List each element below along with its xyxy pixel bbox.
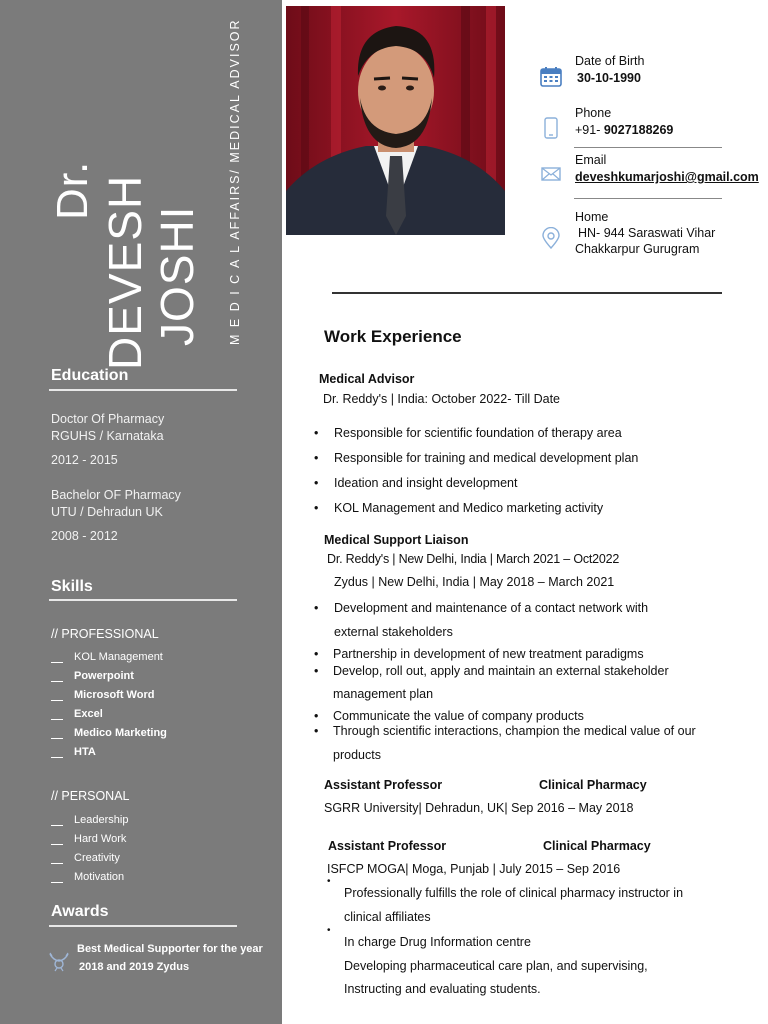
job-company: Dr. Reddy's | New Delhi, India | March 2021 – Oct2022 [327, 552, 620, 566]
job-company: ISFCP MOGA| Moga, Punjab | July 2015 – Sep 2016 [327, 862, 621, 876]
skill-item [51, 739, 167, 758]
professional-skills-label: // PROFESSIONAL [51, 627, 159, 641]
skill-label: Powerpoint [74, 670, 134, 682]
name-block [40, 70, 210, 370]
education-institution: RGUHS / Karnataka [51, 429, 164, 443]
award-line: 2018 and 2019 Zydus [79, 961, 190, 973]
bullet-icon: • [314, 709, 319, 723]
contact-divider [574, 198, 722, 199]
bullet-icon: • [314, 451, 319, 465]
email-link[interactable]: deveshkumarjoshi@gmail.com [575, 170, 759, 184]
skill-label: Leadership [74, 814, 129, 826]
skill-label: Medico Marketing [74, 727, 167, 739]
skill-item [51, 807, 128, 826]
home-label: Home [575, 210, 609, 224]
job-bullet: Develop, roll out, apply and maintain an external stakeholder [333, 664, 669, 678]
skills-divider [49, 599, 237, 601]
bullet-icon: • [327, 876, 331, 887]
awards-heading: Awards [51, 903, 109, 920]
skill-item [51, 701, 167, 720]
education-years: 2008 - 2012 [51, 529, 118, 543]
section-divider [332, 292, 722, 294]
job-bullet: KOL Management and Medico marketing activity [334, 501, 604, 515]
job-company: Dr. Reddy's | India: October 2022- Till Date [323, 392, 560, 406]
bullet-icon: • [314, 426, 319, 440]
calendar-icon [540, 66, 562, 88]
award-line: Best Medical Supporter for the year [77, 943, 263, 955]
dash-icon [51, 653, 63, 663]
contact-divider [574, 147, 722, 148]
job-bullet: Through scientific interactions, champion the medical value of our [333, 724, 696, 738]
bullet-icon: • [314, 601, 319, 615]
name-title: Dr. [48, 160, 97, 220]
job-bullet-continuation: management plan [333, 687, 434, 701]
job-title: Medical Support Liaison [324, 533, 469, 547]
bullet-icon: • [314, 476, 319, 490]
skill-label: HTA [74, 746, 96, 758]
bullet-icon: • [314, 724, 319, 738]
dash-icon [51, 816, 63, 826]
name-last: JOSHI [151, 205, 203, 346]
job-bullet: Responsible for scientific foundation of therapy area [334, 426, 622, 440]
job-title: Medical Advisor [319, 372, 415, 386]
dash-icon [51, 672, 63, 682]
award-icon [47, 950, 71, 972]
dob-value: 30-10-1990 [577, 71, 641, 85]
location-pin-icon [540, 227, 562, 249]
profile-photo [286, 6, 505, 235]
personal-skills-label: // PERSONAL [51, 789, 130, 803]
education-heading: Education [51, 367, 129, 384]
education-divider [49, 389, 237, 391]
job-bullet: In charge Drug Information centre [344, 935, 531, 949]
job-bullet: Partnership in development of new treatment paradigms [333, 647, 644, 661]
job-detail-line: Instructing and evaluating students. [344, 982, 541, 996]
dash-icon [51, 835, 63, 845]
home-address-line1: HN- 944 Saraswati Vihar [578, 226, 716, 240]
skill-item [51, 826, 128, 845]
job-bullet: Ideation and insight development [334, 476, 518, 490]
skill-item [51, 663, 167, 682]
education-institution: UTU / Dehradun UK [51, 505, 163, 519]
awards-divider [49, 925, 237, 927]
personal-skills-list [51, 807, 128, 883]
dash-icon [51, 729, 63, 739]
bullet-icon: • [327, 925, 331, 936]
sidebar [0, 0, 282, 1024]
email-label: Email [575, 153, 607, 167]
job-detail-line: Developing pharmaceutical care plan, and supervising, [344, 959, 648, 973]
home-address-line2: Chakkarpur Gurugram [575, 242, 700, 256]
skill-item [51, 720, 167, 739]
education-degree: Bachelor OF Pharmacy [51, 488, 181, 502]
skill-label: Microsoft Word [74, 689, 155, 701]
bullet-icon: • [314, 501, 319, 515]
skill-item [51, 845, 128, 864]
job-department: Clinical Pharmacy [543, 839, 651, 853]
job-title: Assistant Professor [328, 839, 447, 853]
phone-label: Phone [575, 106, 612, 120]
award-text [77, 940, 263, 976]
phone-prefix: +91- [575, 123, 601, 137]
skill-item [51, 682, 167, 701]
job-department: Clinical Pharmacy [539, 778, 647, 792]
job-bullet-continuation: clinical affiliates [344, 910, 431, 924]
job-bullet-continuation: products [333, 748, 381, 762]
phone-value [575, 123, 673, 137]
bullet-icon: • [314, 647, 319, 661]
dash-icon [51, 873, 63, 883]
mail-icon [540, 163, 562, 185]
skill-item [51, 644, 167, 663]
dash-icon [51, 854, 63, 864]
job-bullet: Communicate the value of company products [333, 709, 584, 723]
phone-icon [540, 117, 562, 139]
job-company: Zydus | New Delhi, India | May 2018 – March 2021 [334, 575, 615, 589]
phone-number: 9027188269 [603, 123, 674, 137]
education-degree: Doctor Of Pharmacy [51, 412, 165, 426]
bullet-icon: • [314, 664, 319, 678]
skill-label: Excel [74, 708, 103, 720]
job-role: M E D I C A L AFFAIRS/ MEDICAL ADVISOR [228, 18, 242, 345]
job-bullet-continuation: external stakeholders [334, 625, 453, 639]
job-bullet: Development and maintenance of a contact network with [334, 601, 649, 615]
dash-icon [51, 691, 63, 701]
job-title: Assistant Professor [324, 778, 443, 792]
dob-label: Date of Birth [575, 54, 645, 68]
skill-label: KOL Management [74, 651, 163, 663]
skills-heading: Skills [51, 578, 93, 595]
dash-icon [51, 748, 63, 758]
skill-label: Hard Work [74, 833, 127, 845]
work-experience-heading: Work Experience [324, 327, 462, 346]
skill-item [51, 864, 128, 883]
skill-label: Creativity [74, 852, 120, 864]
job-bullet: Professionally fulfills the role of clinical pharmacy instructor in [344, 886, 684, 900]
name-first: DEVESH [99, 174, 151, 370]
professional-skills-list [51, 644, 167, 758]
dash-icon [51, 710, 63, 720]
skill-label: Motivation [74, 871, 125, 883]
education-years: 2012 - 2015 [51, 453, 118, 467]
job-company: SGRR University| Dehradun, UK| Sep 2016 – May 2018 [324, 801, 634, 815]
job-bullet: Responsible for training and medical development plan [334, 451, 639, 465]
